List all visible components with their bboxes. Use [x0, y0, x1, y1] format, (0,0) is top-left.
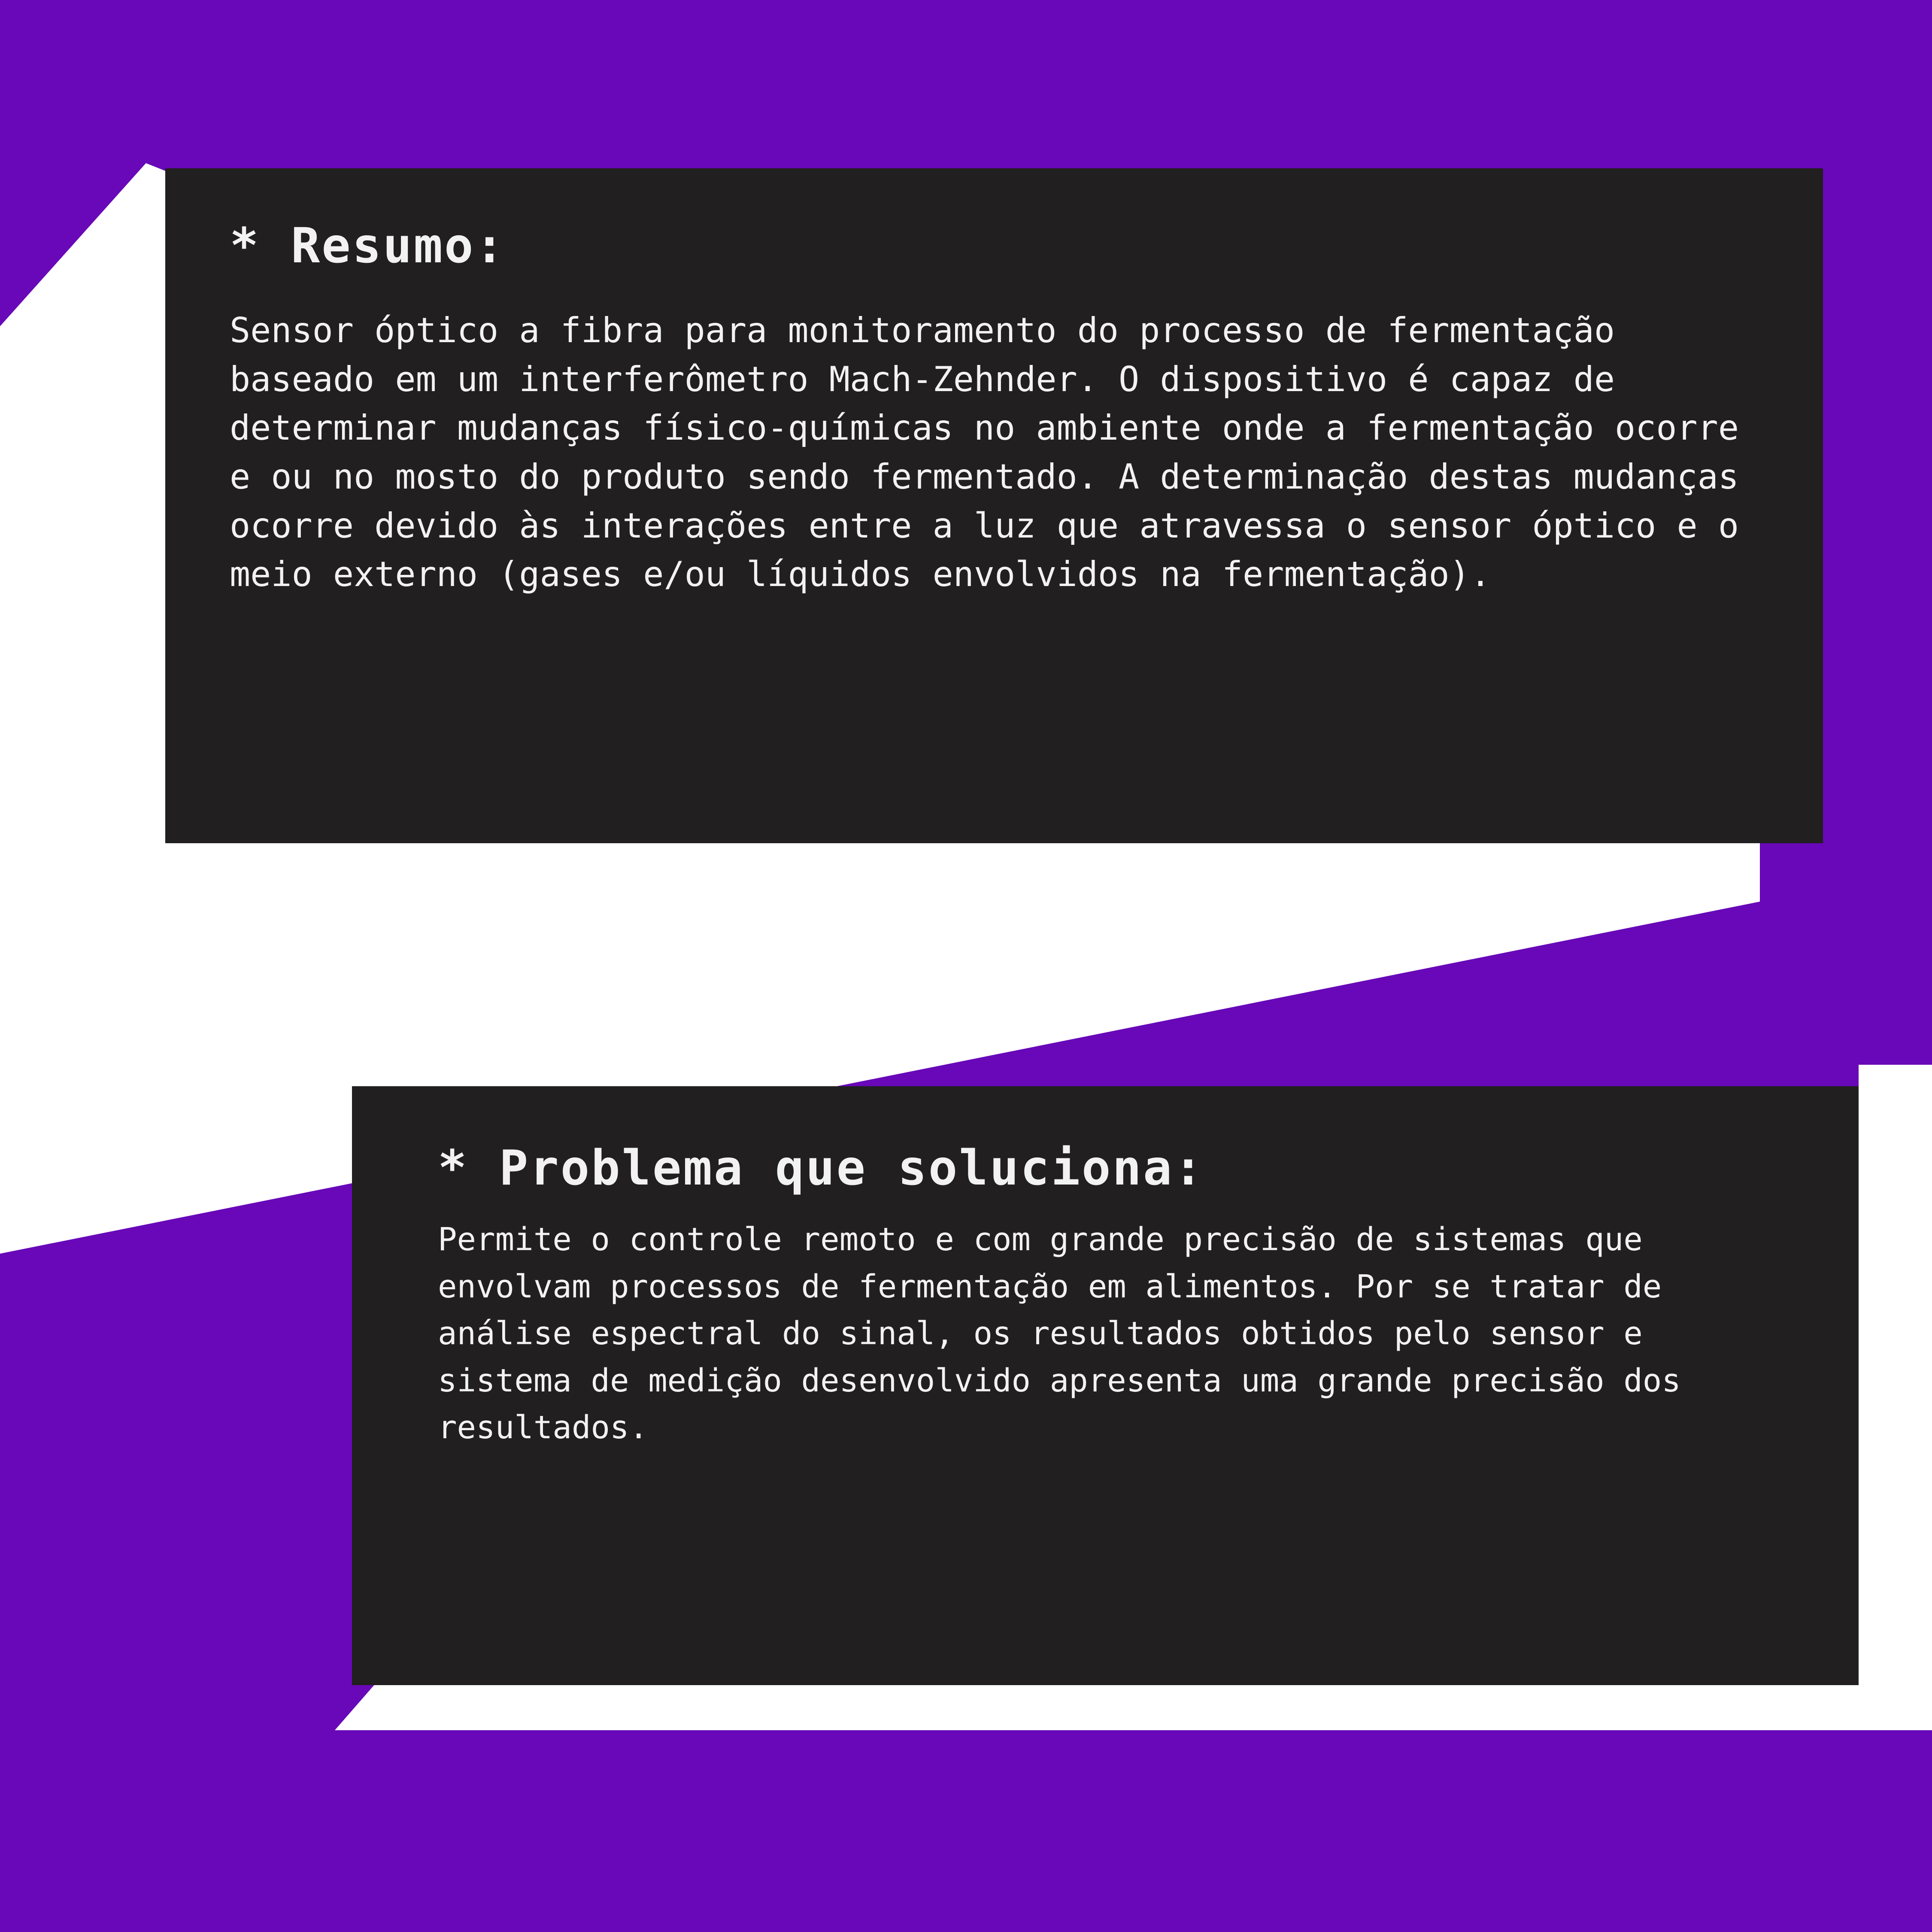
resumo-card — [165, 168, 1823, 843]
resumo-body-text: Sensor óptico a fibra para monitoramento do processo de fermentação baseado em um interferômetro Mach-Zehnder. O dispositivo é capaz de determinar mudanças físico-químicas no ambiente onde a fermentação ocorre e ou no mosto do produto sendo fermentado. A determinação destas mudanças ocorre devido às interações entre a luz que atravessa o sensor óptico e o meio externo (gases e/ou líquidos envolvidos na fermentação). — [230, 310, 1760, 595]
resumo-heading: * Resumo: — [230, 218, 506, 274]
problema-heading: * Problema que soluciona: — [438, 1140, 1204, 1196]
problema-body-text: Permite o controle remoto e com grande precisão de sistemas que envolvam processos de fermentação em alimentos. Por se tratar de análise espectral do sinal, os resultados obtidos pelo sensor e sistema de medição desenvolvido apresenta uma grande precisão dos resultados. — [438, 1221, 1700, 1446]
problema-card — [352, 1086, 1859, 1685]
